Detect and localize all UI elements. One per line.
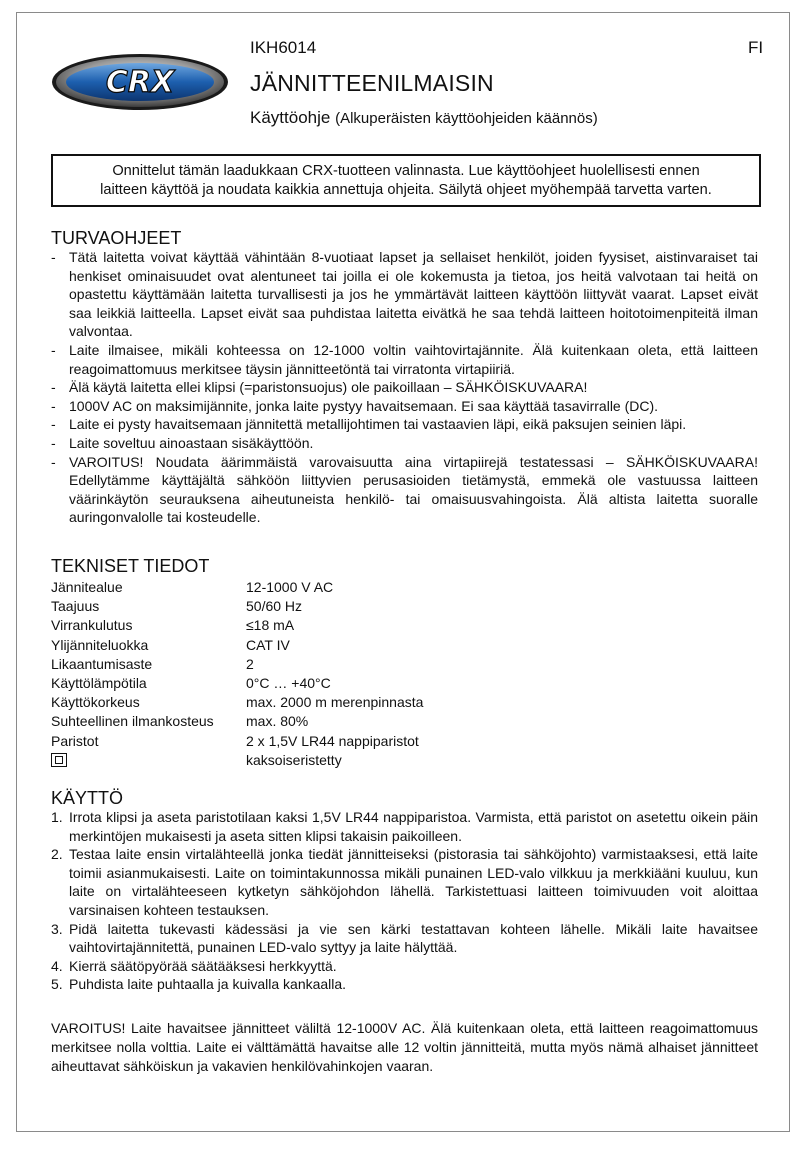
spec-value: ≤18 mA [246,617,295,634]
model-number: IKH6014 [250,38,317,57]
safety-item [51,397,758,416]
safety-list [51,248,758,527]
list-number: 1. [51,809,63,825]
safety-item-text: Tätä laitetta voivat käyttää vähintään 8-vuotiaat lapset ja sellaiset henkilöt, joiden fyysiset, aistinvaraiset tai henkiset ominaisuudet ovat alentuneet tai joilla ei ole kokemusta ja tietoa, jos heitä valvotaan tai heitä on opastettu käyttämään laitetta turvallisesti ja jos he ymmärtävät laitteen käyttöön liittyvät vaarat. Lapset eivät saa leikkiä laitteella. Lapset eivät saa puhdistaa laitetta eivätkä he saa tehdä laitteen hoitotoimenpiteitä ilman valvontaa. [69,249,758,340]
spec-label [51,751,246,770]
spec-value: max. 80% [246,713,309,730]
usage-item-text: Kierrä säätöpyörää säätääksesi herkkyyttä. [69,957,337,974]
spec-row [51,597,423,616]
language-code: FI [748,38,764,57]
spec-row [51,751,423,770]
double-insulation-icon [51,753,67,767]
list-number: 3. [51,920,63,937]
safety-heading: TURVAOHJEET [51,228,182,248]
usage-item-text: Puhdista laite puhtaalla ja kuivalla kankaalla. [69,976,347,993]
spec-value: 50/60 Hz [246,598,303,615]
safety-item [51,415,758,434]
safety-item [51,453,758,527]
spec-label: Ylijänniteluokka [51,636,149,653]
list-marker: - [51,379,56,396]
svg-text:CRX: CRX [105,65,175,100]
list-marker: - [51,453,56,470]
page-title: JÄNNITTEENILMAISIN [250,70,494,96]
spec-label: Virrankulutus [51,617,133,634]
list-marker: - [51,397,56,414]
spec-value: CAT IV [246,636,290,653]
spec-row [51,578,423,597]
spec-value: 2 x 1,5V LR44 nappiparistot [246,732,419,749]
spec-label: Suhteellinen ilmankosteus [51,713,214,730]
spec-label: Käyttölämpötila [51,675,147,692]
usage-list [51,808,758,994]
safety-item-text: 1000V AC on maksimijännite, jonka laite pystyy havaitsemaan. Ei saa käyttää tasavirralle (DC). [69,397,659,414]
safety-item [51,378,758,397]
spec-row [51,712,423,731]
spec-label: Taajuus [51,598,100,615]
list-marker: - [51,416,56,433]
list-number: 4. [51,957,63,974]
subtitle-note: (Alkuperäisten käyttöohjeiden käännös) [335,110,598,127]
tech-heading: TEKNISET TIEDOT [51,556,210,576]
intro-box [51,154,761,207]
spec-row [51,732,423,751]
final-warning: VAROITUS! Laite havaitsee jännitteet väliltä 12-1000V AC. Älä kuitenkaan oleta, että laitteen reagoimattomuus merkitsee nolla volttia. Laite ei välttämättä havaitse alle 12 voltin jännitteitä, mutta myös nämä alhaiset jännitteet aiheuttavat sähköiskun ja vakavien henkilövahinkojen vaaran. [51,1020,758,1074]
list-marker: - [51,341,56,358]
spec-row [51,693,423,712]
safety-item [51,434,758,453]
safety-item-text: Laite soveltuu ainoastaan sisäkäyttöön. [69,434,314,451]
usage-item-text: Testaa laite ensin virtalähteellä jonka tiedät jännitteiseksi (pistorasia tai sähköjohto) varmistaaksesi, että laite toimii asianmukaisesti. Laite on toimintakunnossa mikäli punainen LED-valo vilkkuu ja merkkiääni kuuluu, kun laite on virtalähteeseen kytketyn sähköjohdon lähellä. Tarkistettuasi laitteen toimivuuden voit aloittaa varsinaisen kohteen testauksen. [69,846,758,918]
spec-value: max. 2000 m merenpinnasta [246,694,424,711]
usage-item [51,920,758,957]
usage-item-text: Pidä laitetta tukevasti kädessäsi ja vie sen kärki testattavan kohteen lähelle. Mikäli laite havaitsee vaihtovirtajännitettä, punainen LED-valo syttyy ja laite hälyttää. [69,920,758,956]
safety-item [51,341,758,378]
spec-row [51,636,423,655]
safety-item [51,248,758,341]
safety-item-text: Laite ilmaisee, mikäli kohteessa on 12-1000 voltin vaihtovirtajännite. Älä kuitenkaan oleta, että laitteen reagoimattomuus merkitsee täysin jännitteetöntä tai virratonta virtapiiriä. [69,341,758,377]
usage-heading: KÄYTTÖ [51,788,124,808]
usage-item [51,845,758,919]
spec-label: Jännitealue [51,579,123,595]
spec-value: kaksoiseristetty [246,751,342,768]
spec-value: 0°C … +40°C [246,675,331,692]
intro-line: Onnittelut tämän laadukkaan CRX-tuotteen valinnasta. Lue käyttöohjeet huolellisesti ennen [112,163,700,179]
spec-label: Käyttökorkeus [51,694,140,711]
list-marker: - [51,249,56,265]
usage-item [51,975,758,994]
spec-table [51,578,423,770]
spec-row [51,655,423,674]
list-number: 5. [51,976,63,993]
spec-label: Likaantumisaste [51,655,153,672]
crx-logo [50,52,230,112]
page-subtitle [250,108,598,128]
safety-item-text: VAROITUS! Noudata äärimmäistä varovaisuutta aina virtapiirejä testatessasi – SÄHKÖISKUVAARA! Edellytämme käyttäjältä sähköön liittyvien perusasioiden tietämystä, emmekä ole vastuussa laitteen väärinkäytön seurauksena aiheutuneista henkilö- tai omaisuusvahingoista. Älä altista laitetta suoralle auringonvalolle tai kosteudelle. [69,453,758,526]
spec-row [51,616,423,635]
spec-value: 12-1000 V AC [246,579,334,595]
usage-item [51,957,758,976]
intro-line: laitteen käyttöä ja noudata kaikkia annettuja ohjeita. Säilytä ohjeet myöhempää tarvetta varten. [100,181,712,198]
usage-item-text: Irrota klipsi ja aseta paristotilaan kaksi 1,5V LR44 nappiparistoa. Varmista, että paristot on asetettu oikein päin merkintöjen mukaisesti ja aseta sitten klipsi takaisin paikoilleen. [69,809,758,844]
spec-label: Paristot [51,732,99,749]
safety-item-text: Laite ei pysty havaitsemaan jännitettä metallijohtimen tai vastaavien läpi, eikä paksujen seinien läpi. [69,416,687,433]
spec-row [51,674,423,693]
subtitle-main: Käyttöohje [250,108,331,127]
list-marker: - [51,434,56,451]
safety-item-text: Älä käytä laitetta ellei klipsi (=paristonsuojus) ole paikoillaan – SÄHKÖISKUVAARA! [69,379,588,396]
spec-value: 2 [246,655,254,672]
usage-item [51,808,758,845]
list-number: 2. [51,846,63,863]
